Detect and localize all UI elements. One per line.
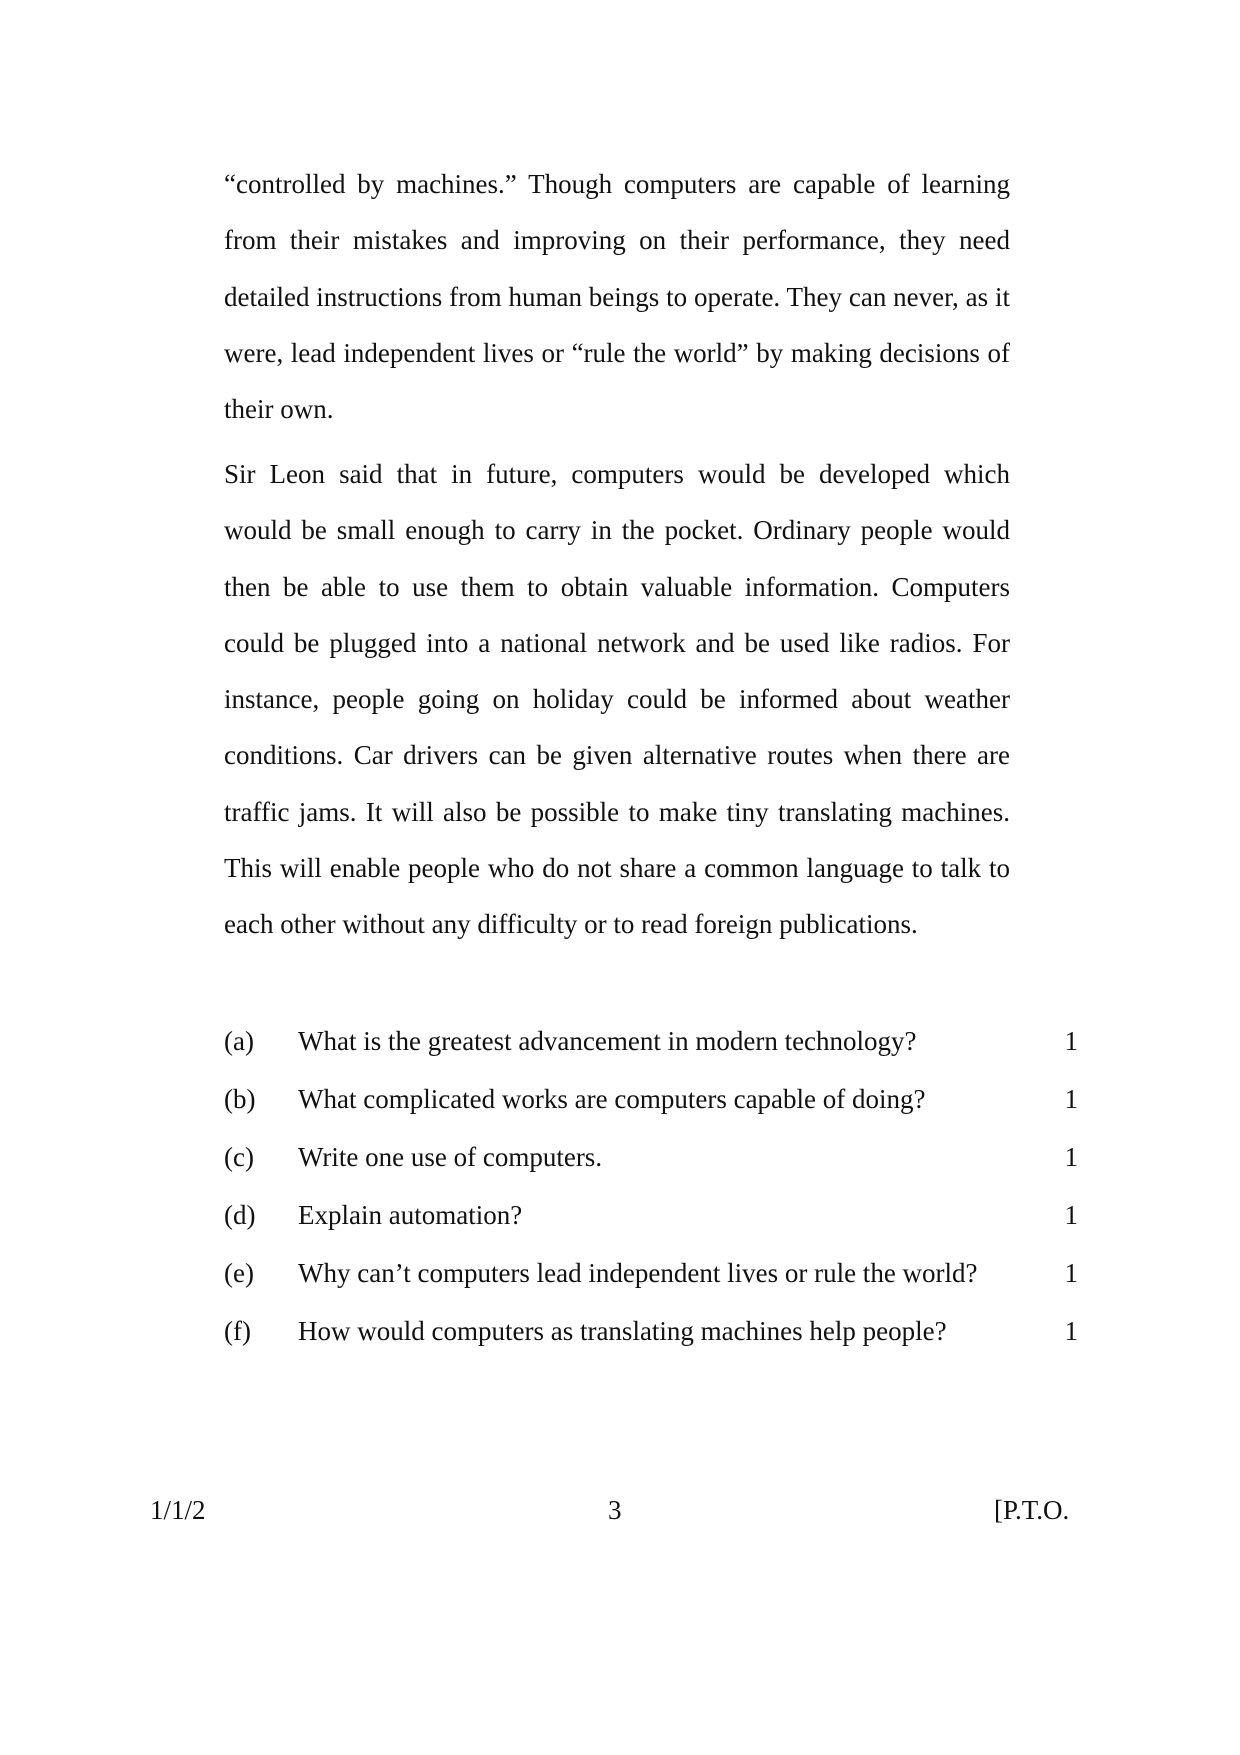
question-label: (c)	[224, 1142, 254, 1172]
passage-paragraph-2: Sir Leon said that in future, computers would be developed which would be small enough to carry in the pocket. Ordinary people would then be able to use them to obtain valuable information. Computers could be plugged into a national network and be used like radios. For instance, people going on holiday could be informed about weather conditions. Car drivers can be given alternative routes when there are traffic jams. It will also be possible to make tiny translating machines. This will enable people who do not share a common language to talk to each other without any difficulty or to read foreign publications.	[224, 459, 1010, 940]
passage-paragraph-1: “controlled by machines.” Though computers are capable of learning from their mistakes and improving on their performance, they need detailed instructions from human beings to operate. They can never, as it were, lead independent lives or “rule the world” by making decisions of their own.	[224, 169, 1010, 425]
question-text: Explain automation?	[298, 1200, 523, 1230]
question-marks: 1	[1064, 1026, 1078, 1056]
question-label: (d)	[224, 1200, 256, 1230]
question-label: (a)	[224, 1026, 254, 1056]
question-marks: 1	[1064, 1142, 1078, 1172]
question-text: What complicated works are computers capable of doing?	[298, 1084, 926, 1114]
question-e	[224, 1250, 1086, 1296]
question-marks: 1	[1064, 1200, 1078, 1230]
question-marks: 1	[1064, 1316, 1078, 1346]
question-f	[224, 1308, 1086, 1354]
question-d	[224, 1192, 1086, 1238]
question-text: How would computers as translating machines help people?	[298, 1316, 947, 1346]
page-number: 3	[608, 1495, 622, 1525]
question-text: What is the greatest advancement in modern technology?	[298, 1026, 917, 1056]
question-text: Write one use of computers.	[298, 1142, 603, 1172]
question-label: (e)	[224, 1258, 254, 1288]
question-label: (b)	[224, 1084, 256, 1114]
question-label: (f)	[224, 1316, 251, 1346]
question-list	[224, 1018, 1086, 1366]
question-marks: 1	[1064, 1084, 1078, 1114]
question-marks: 1	[1064, 1258, 1078, 1288]
question-text: Why can’t computers lead independent lives or rule the world?	[298, 1258, 978, 1288]
paper-code: 1/1/2	[150, 1495, 206, 1525]
question-b	[224, 1076, 1086, 1122]
question-a	[224, 1018, 1086, 1064]
question-c	[224, 1134, 1086, 1180]
please-turn-over: [P.T.O.	[994, 1495, 1070, 1525]
